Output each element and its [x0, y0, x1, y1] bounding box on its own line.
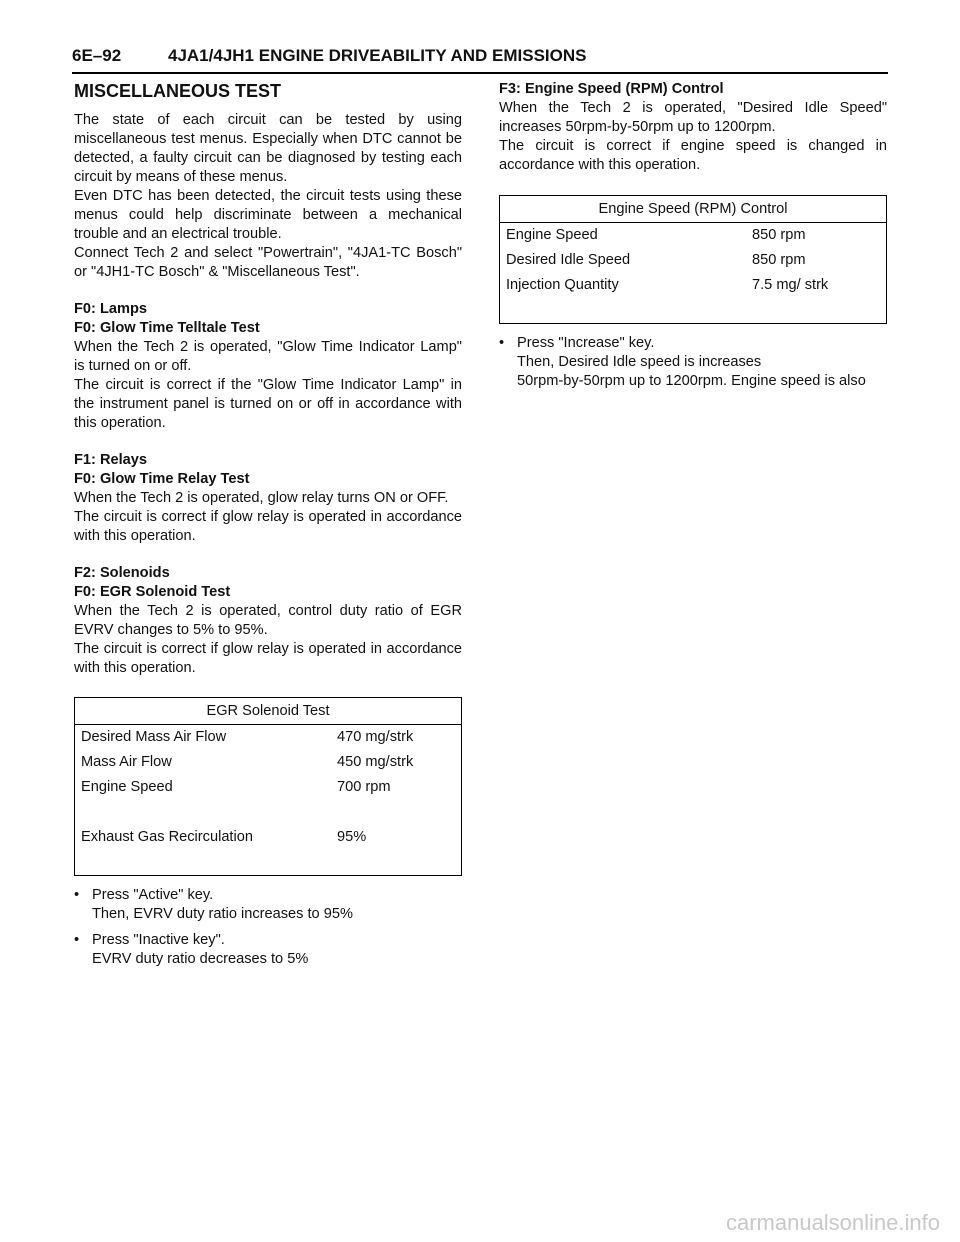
egr-solenoid-test-box: [74, 697, 462, 876]
egr-paragraph-1: When the Tech 2 is operated, control duty ratio of EGR EVRV changes to 5% to 95%.: [74, 603, 462, 638]
rpm-row-label: Desired Idle Speed: [506, 252, 631, 268]
rpm-box-title: Engine Speed (RPM) Control: [500, 196, 886, 223]
heading-f0-lamps: F0: Lamps: [74, 301, 147, 317]
rpm-row-value: 7.5 mg/ strk: [752, 277, 829, 293]
egr-row: [75, 825, 461, 850]
egr-row-value: 95%: [337, 829, 367, 845]
intro-paragraph-1: The state of each circuit can be tested by using miscellaneous test menus. Especially when DTC cannot be detected, a faulty circuit can be diagnosed by testing each circuit by means of these menus.: [74, 112, 462, 185]
right-column: [499, 80, 887, 391]
heading-glow-relay: F0: Glow Time Relay Test: [74, 471, 250, 487]
page-title: 4JA1/4JH1 ENGINE DRIVEABILITY AND EMISSIONS: [168, 46, 587, 65]
rpm-control-box: [499, 195, 887, 324]
relay-paragraph-2: The circuit is correct if glow relay is operated in accordance with this operation.: [74, 509, 462, 544]
page-header: [72, 46, 888, 74]
heading-glow-telltale: F0: Glow Time Telltale Test: [74, 320, 260, 336]
bullet-glyph: •: [74, 932, 80, 948]
rpm-row-value: 850 rpm: [752, 252, 806, 268]
bullet-line: Press "Active" key.: [92, 887, 214, 903]
rpm-row-label: Injection Quantity: [506, 277, 619, 293]
telltale-paragraph-1: When the Tech 2 is operated, "Glow Time Indicator Lamp" is turned on or off.: [74, 339, 462, 374]
relay-paragraph-1: When the Tech 2 is operated, glow relay turns ON or OFF.: [74, 490, 449, 506]
egr-paragraph-2: The circuit is correct if glow relay is operated in accordance with this operation.: [74, 641, 462, 676]
bullet-item: [499, 334, 887, 391]
intro-paragraph-3: Connect Tech 2 and select "Powertrain", "4JA1-TC Bosch" or "4JH1-TC Bosch" & "Miscellaneous Test".: [74, 245, 462, 280]
egr-row: [75, 775, 461, 800]
egr-row-label: Exhaust Gas Recirculation: [81, 829, 253, 845]
rpm-row-label: Engine Speed: [506, 227, 598, 243]
heading-f1-relays: F1: Relays: [74, 452, 148, 468]
bullet-line: Then, EVRV duty ratio increases to 95%: [92, 906, 353, 922]
heading-f2-solenoids: F2: Solenoids: [74, 565, 170, 581]
rpm-row: [500, 223, 886, 248]
egr-row: [75, 725, 461, 750]
bullet-line: Press "Increase" key.: [517, 335, 655, 351]
egr-box-title: EGR Solenoid Test: [75, 698, 461, 725]
bullet-item: [74, 886, 462, 924]
rpm-row: [500, 273, 886, 298]
bullet-line: Then, Desired Idle speed is increases: [517, 354, 762, 370]
egr-row-label: Engine Speed: [81, 779, 173, 795]
egr-row-value: 700 rpm: [337, 779, 391, 795]
egr-row-label: Desired Mass Air Flow: [81, 729, 227, 745]
rpm-paragraph-2: The circuit is correct if engine speed is changed in accordance with this operation.: [499, 138, 887, 173]
left-column: [74, 80, 462, 969]
egr-row-value: 450 mg/strk: [337, 754, 414, 770]
heading-egr-solenoid: F0: EGR Solenoid Test: [74, 584, 231, 600]
egr-row-label: Mass Air Flow: [81, 754, 172, 770]
bullet-line: 50rpm-by-50rpm up to 1200rpm. Engine speed is also: [517, 373, 866, 389]
watermark: carmanualsonline.info: [725, 1210, 940, 1235]
bullet-glyph: •: [499, 335, 505, 351]
rpm-row-value: 850 rpm: [752, 227, 806, 243]
rpm-paragraph-1: When the Tech 2 is operated, "Desired Idle Speed" increases 50rpm-by-50rpm up to 1200rpm.: [499, 100, 887, 135]
heading-f3-rpm-control: F3: Engine Speed (RPM) Control: [499, 81, 724, 97]
egr-row: [75, 750, 461, 775]
egr-row-value: 470 mg/strk: [337, 729, 414, 745]
bullet-line: EVRV duty ratio decreases to 5%: [92, 951, 309, 967]
bullet-glyph: •: [74, 887, 80, 903]
intro-paragraph-2: Even DTC has been detected, the circuit tests using these menus could help discriminate between a mechanical trouble and an electrical trouble.: [74, 188, 462, 242]
page-number: 6E–92: [72, 46, 122, 65]
telltale-paragraph-2: The circuit is correct if the "Glow Time Indicator Lamp" in the instrument panel is turned on or off in accordance with this operation.: [74, 377, 462, 431]
rpm-row: [500, 248, 886, 273]
bullet-item: [74, 931, 462, 969]
bullet-line: Press "Inactive key".: [92, 932, 225, 948]
section-title: MISCELLANEOUS TEST: [74, 81, 282, 101]
